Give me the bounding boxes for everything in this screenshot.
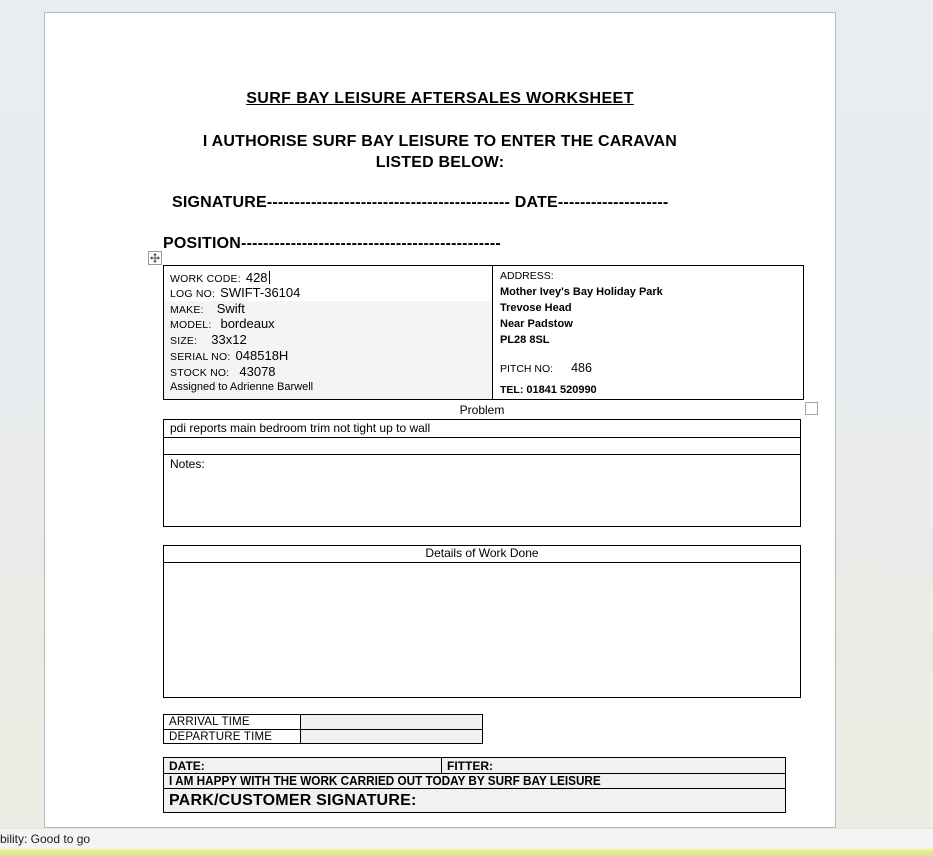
tel-value[interactable]: 01841 520990 (526, 384, 597, 396)
assigned-to-line[interactable]: Assigned to Adrienne Barwell (170, 380, 314, 393)
details-of-work-table (163, 545, 801, 698)
work-code-value[interactable]: 428 (245, 270, 268, 285)
size-row[interactable] (164, 332, 492, 348)
departure-time-field[interactable] (300, 730, 482, 743)
fitter-field[interactable]: FITTER: (441, 758, 785, 773)
authorisation-statement (45, 131, 835, 173)
address-line-4[interactable]: PL28 8SL (500, 334, 550, 346)
size-value[interactable]: 33x12 (211, 332, 247, 348)
worksheet-title: SURF BAY LEISURE AFTERSALES WORKSHEET (246, 90, 634, 107)
problem-entry-row[interactable]: pdi reports main bedroom trim not tight up to wall (170, 421, 431, 435)
departure-time-row (164, 729, 482, 743)
happy-statement-row (164, 773, 785, 788)
move-arrows-icon (150, 253, 160, 263)
address-line-1[interactable]: Mother Ivey's Bay Holiday Park (500, 286, 663, 298)
page-title (45, 90, 835, 108)
make-value[interactable]: Swift (216, 300, 245, 316)
work-code-label: WORK CODE: (170, 273, 241, 285)
address-label: ADDRESS: (500, 270, 554, 282)
caravan-details-plain-rows (164, 266, 492, 301)
address-line-2[interactable]: Trevose Head (500, 302, 572, 314)
log-no-row[interactable] (164, 285, 492, 301)
stock-no-row[interactable] (164, 364, 492, 380)
log-no-label: LOG NO: (170, 287, 216, 300)
details-heading: Details of Work Done (425, 546, 539, 560)
problem-heading: Problem (459, 403, 505, 417)
stock-no-value[interactable]: 43078 (239, 363, 276, 379)
position-line[interactable]: POSITION----------------------------------------------- (163, 235, 501, 252)
make-row[interactable] (164, 301, 492, 317)
stock-no-label: STOCK NO: (170, 366, 230, 379)
serial-no-label: SERIAL NO: (170, 350, 231, 363)
happy-statement: I AM HAPPY WITH THE WORK CARRIED OUT TODAY BY SURF BAY LEISURE (169, 774, 601, 788)
address-line-3[interactable]: Near Padstow (500, 318, 573, 330)
pitch-no-label: PITCH NO: (500, 363, 554, 375)
arrival-time-label: ARRIVAL TIME (164, 715, 300, 729)
park-customer-signature-field[interactable]: PARK/CUSTOMER SIGNATURE: (164, 788, 785, 812)
table-resize-handle[interactable] (805, 402, 818, 415)
model-label: MODEL: (170, 319, 212, 332)
bottom-accent-bar (0, 848, 933, 856)
problem-empty-row[interactable] (164, 437, 800, 454)
address-cell[interactable] (492, 266, 803, 399)
serial-no-value[interactable]: 048518H (235, 347, 289, 363)
times-table (163, 714, 483, 744)
model-value[interactable]: bordeaux (220, 316, 275, 332)
caravan-details-shaded-rows (164, 301, 492, 399)
arrival-time-field[interactable] (300, 715, 482, 729)
table-move-handle[interactable] (148, 251, 162, 265)
serial-no-row[interactable] (164, 348, 492, 364)
arrival-time-row (164, 715, 482, 729)
tel-row[interactable] (500, 384, 796, 397)
details-entry-area[interactable] (164, 562, 800, 697)
text-cursor (269, 271, 270, 284)
caravan-details-cell[interactable] (164, 266, 492, 399)
date-fitter-row (164, 758, 785, 773)
work-code-row[interactable] (164, 269, 492, 285)
signature-date-line[interactable]: SIGNATURE-------------------------------------------- DATE-------------------- (172, 194, 669, 211)
problem-table (163, 419, 801, 527)
make-label: MAKE: (170, 303, 204, 316)
size-label: SIZE: (170, 335, 198, 348)
signoff-table (163, 757, 786, 813)
accessibility-status[interactable]: bility: Good to go (0, 831, 91, 846)
status-bar (0, 828, 933, 848)
departure-time-label: DEPARTURE TIME (164, 730, 300, 743)
authorisation-line-1: I AUTHORISE SURF BAY LEISURE TO ENTER THE CARAVAN (202, 133, 678, 150)
document-page[interactable] (44, 12, 836, 828)
tel-label: TEL: (500, 384, 524, 396)
authorisation-line-2: LISTED BELOW: (375, 154, 505, 171)
pitch-no-value[interactable]: 486 (571, 361, 592, 375)
caravan-info-table (163, 265, 804, 400)
model-row[interactable] (164, 316, 492, 332)
pitch-no-row[interactable] (500, 361, 796, 375)
date-field[interactable]: DATE: (169, 758, 205, 773)
notes-row[interactable]: Notes: (164, 454, 800, 526)
log-no-value[interactable]: SWIFT-36104 (220, 284, 301, 300)
